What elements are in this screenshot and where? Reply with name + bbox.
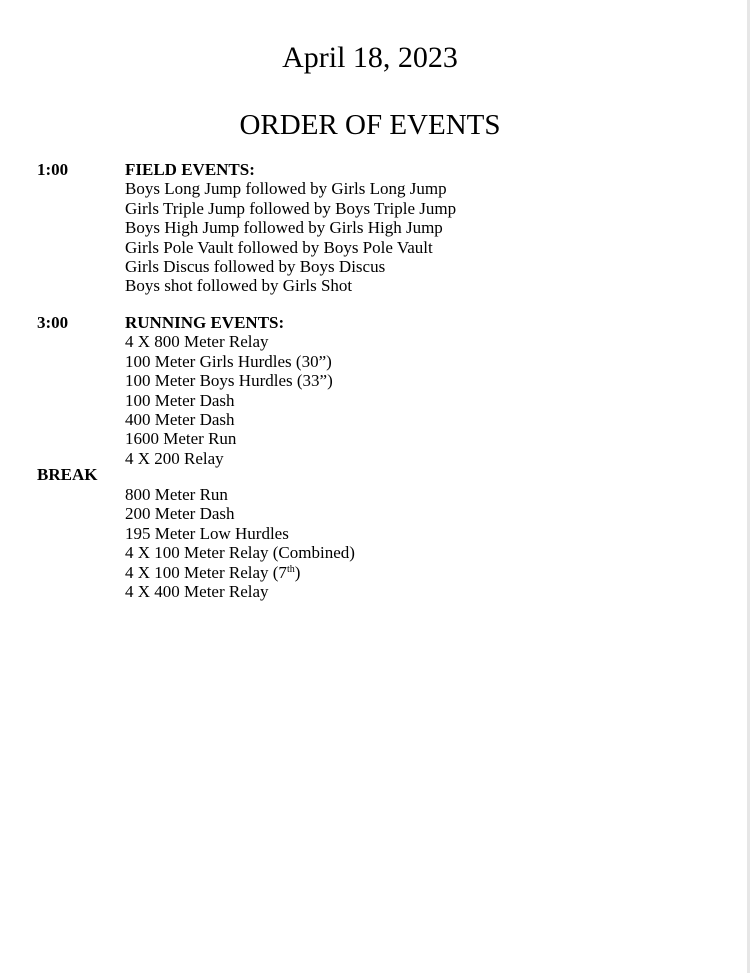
document-date: April 18, 2023 [282,41,458,74]
after-break-item: 195 Meter Low Hurdles [125,523,289,543]
running-events-time: 3:00 [37,313,69,332]
running-event-item: 4 X 200 Relay [125,448,224,468]
relay-7th-superscript: th [286,563,295,575]
after-break-item: 4 X 400 Meter Relay [125,582,269,602]
running-event-item: 100 Meter Dash [125,390,235,410]
field-event-item: Girls Pole Vault followed by Boys Pole Vault [125,237,433,257]
field-events-time: 1:00 [37,160,69,179]
running-events-title: RUNNING EVENTS: [125,313,285,332]
after-break-item: 200 Meter Dash [125,504,235,524]
field-event-item: Boys Long Jump followed by Girls Long Jump [125,179,447,199]
after-break-item: 800 Meter Run [125,485,228,504]
relay-7th-prefix: 4 X 100 Meter Relay (7 [125,562,287,582]
break-label: BREAK [37,465,98,484]
field-events-block [125,160,456,296]
running-event-item: 4 X 800 Meter Relay [125,332,269,352]
after-break-block [125,485,355,601]
field-event-item: Boys High Jump followed by Girls High Jump [125,218,443,238]
field-event-item: Girls Discus followed by Boys Discus [125,257,386,277]
field-events-title: FIELD EVENTS: [125,160,255,179]
after-break-item: 4 X 100 Meter Relay (Combined) [125,543,355,563]
field-event-item: Boys shot followed by Girls Shot [125,276,353,296]
document-heading: ORDER OF EVENTS [239,109,501,141]
after-break-item-relay-7th [125,563,355,582]
running-event-item: 100 Meter Boys Hurdles (33”) [125,371,333,391]
running-event-item: 1600 Meter Run [125,429,237,449]
running-event-item: 100 Meter Girls Hurdles (30”) [125,351,332,371]
field-event-item: Girls Triple Jump followed by Boys Triple Jump [125,198,457,218]
relay-7th-suffix: ) [294,562,301,582]
running-events-block [125,313,333,468]
running-event-item: 400 Meter Dash [125,410,235,430]
